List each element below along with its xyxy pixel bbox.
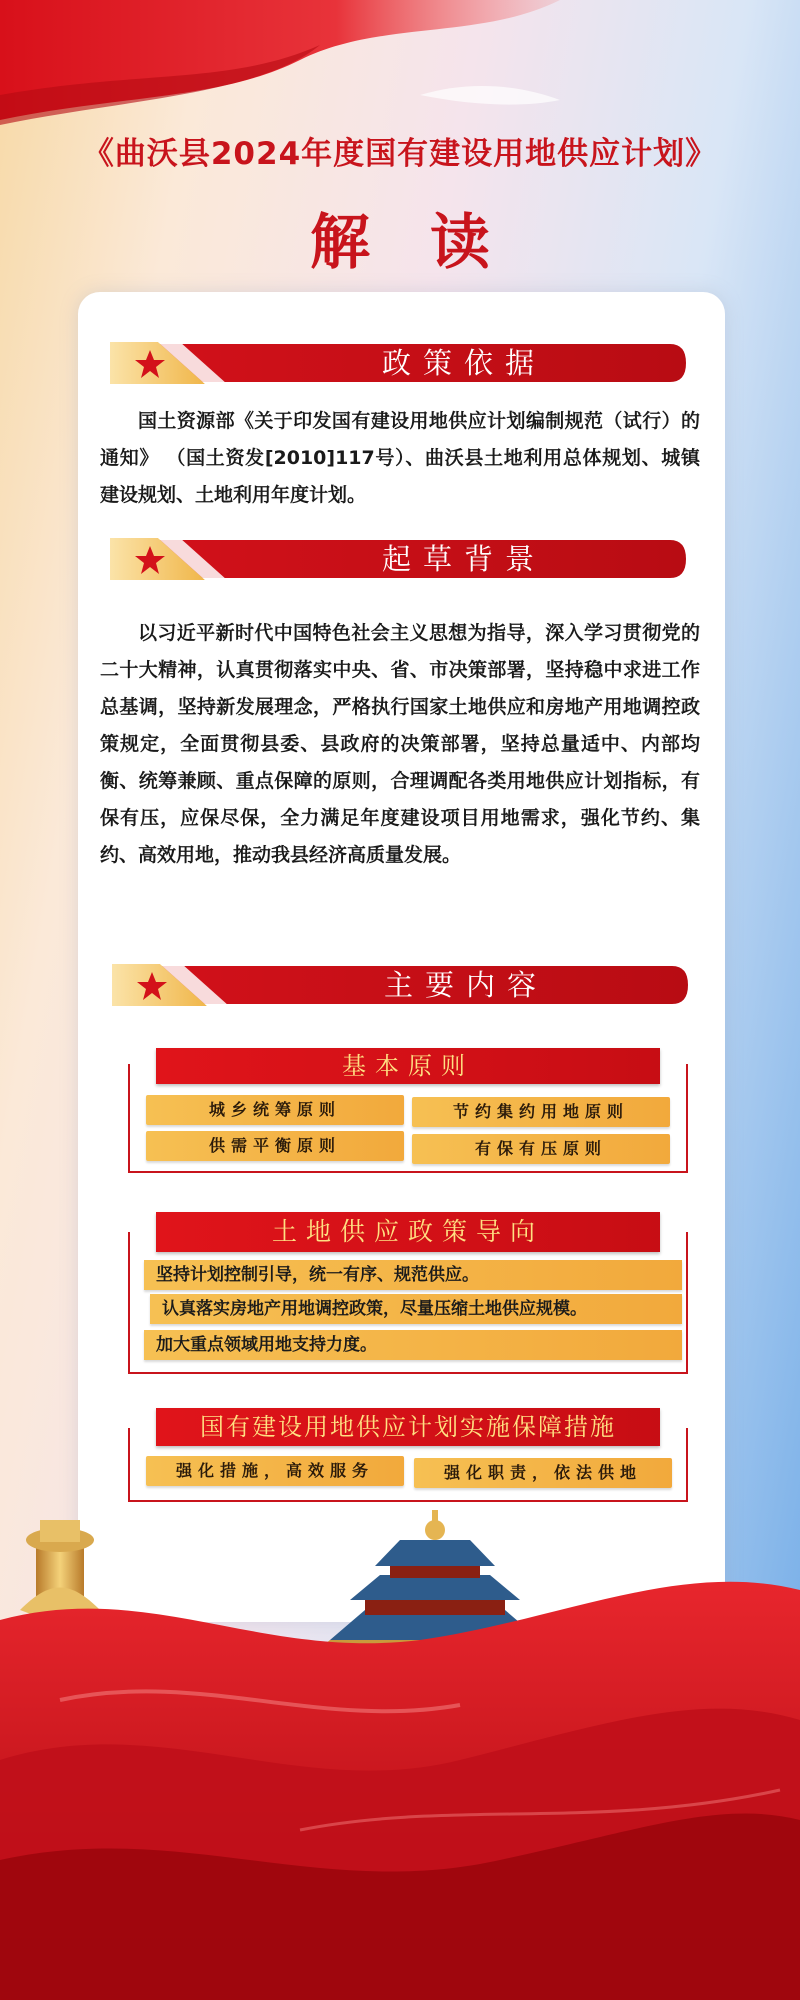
measures-title: 国有建设用地供应计划实施保障措施	[156, 1408, 660, 1446]
principle-item: 节约集约用地原则	[412, 1097, 670, 1127]
decorative-red-wave-top	[0, 0, 800, 130]
document-subtitle: 解读	[310, 208, 550, 278]
document-title: 《曲沃县2024年度国有建设用地供应计划》	[82, 136, 718, 172]
section-heading: 主要内容	[383, 968, 548, 1002]
principles-title: 基本原则	[156, 1048, 660, 1084]
principle-item: 有保有压原则	[412, 1134, 670, 1164]
section-heading: 起草背景	[381, 542, 546, 576]
section-header-basis	[110, 340, 688, 386]
basis-paragraph: 国土资源部《关于印发国有建设用地供应计划编制规范（试行）的通知》 （国土资发[2010]117号）、曲沃县土地利用总体规划、城镇建设规划、土地利用年度计划。	[100, 410, 700, 506]
principle-item: 供需平衡原则	[146, 1131, 404, 1161]
measure-item: 强化职责，依法供地	[414, 1458, 672, 1488]
decorative-bottom-scenery	[0, 1500, 800, 2000]
section-header-main	[112, 962, 690, 1008]
policy-item: 坚持计划控制引导，统一有序、规范供应。	[144, 1260, 682, 1290]
background-paragraph: 以习近平新时代中国特色社会主义思想为指导，深入学习贯彻党的二十大精神，认真贯彻落实中央、省、市决策部署，坚持稳中求进工作总基调，坚持新发展理念，严格执行国家土地供应和房地产用地调控政策规定，全面贯彻县委、县政府的决策部署，坚持总量适中、内部均衡、统筹兼顾、重点保障的原则，合理调配各类用地供应计划指标，有保有压，应保尽保，全力满足年度建设项目用地需求，强化节约、集约、高效用地，推动我县经济高质量发展。	[100, 622, 700, 866]
principle-item: 城乡统筹原则	[146, 1095, 404, 1125]
policy-title: 土地供应政策导向	[156, 1212, 660, 1252]
policy-item: 加大重点领域用地支持力度。	[144, 1330, 682, 1360]
measure-item: 强化措施，高效服务	[146, 1456, 404, 1486]
policy-item: 认真落实房地产用地调控政策，尽量压缩土地供应规模。	[150, 1294, 682, 1324]
section-header-background	[110, 536, 688, 582]
section-heading: 政策依据	[381, 346, 546, 380]
